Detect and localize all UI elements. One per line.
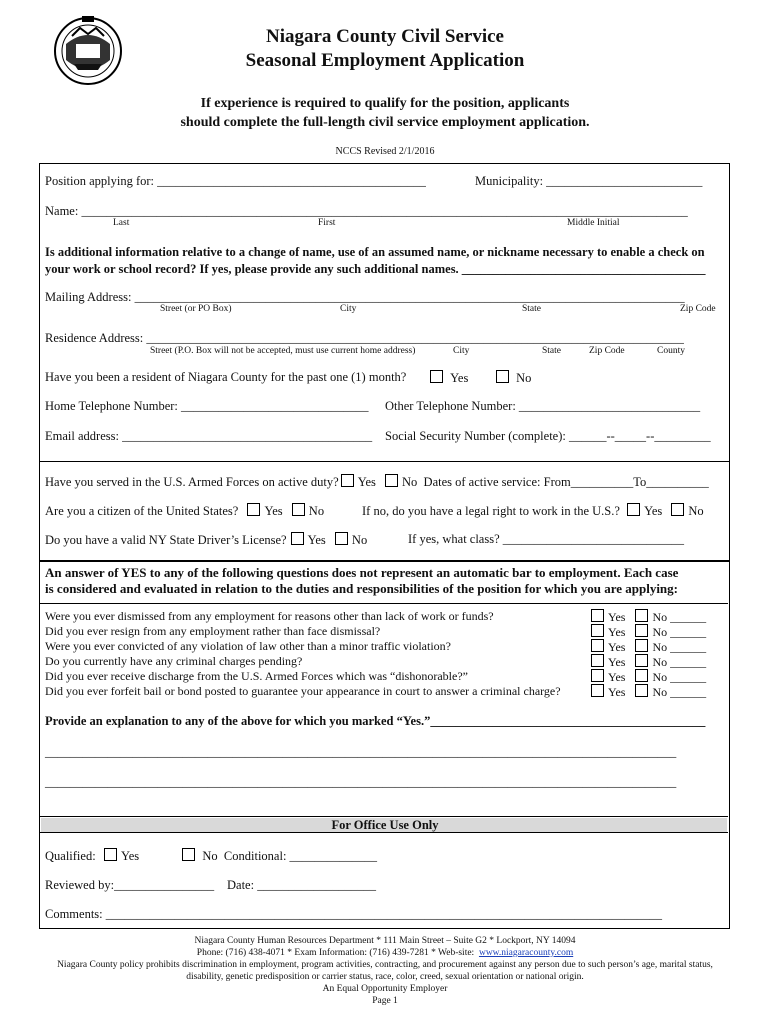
legal-right-row [362, 503, 704, 519]
question-blank[interactable]: ______ [670, 625, 707, 639]
no-label: No [652, 640, 668, 654]
website-link[interactable]: www.niagaracounty.com [478, 948, 574, 958]
qualified-no-checkbox[interactable] [182, 848, 195, 861]
mailing-address-field[interactable]: Mailing Address: ________________________________________________________________________________________ [45, 290, 685, 304]
yes-label: Yes [450, 371, 469, 385]
res-county-label: County [657, 346, 685, 356]
question-answer-options [589, 684, 706, 700]
question-no-checkbox[interactable] [635, 609, 648, 622]
no-label: No [652, 625, 668, 639]
name-last-label: Last [113, 218, 130, 228]
office-use-heading: For Office Use Only [331, 818, 439, 832]
armed-forces-question: Have you served in the U.S. Armed Forces on active duty? [45, 475, 339, 489]
license-yes-checkbox[interactable] [291, 532, 304, 545]
legal-no-checkbox[interactable] [671, 503, 684, 516]
footer-contact [0, 948, 770, 958]
no-label: No [688, 504, 704, 518]
armed-no-checkbox[interactable] [385, 474, 398, 487]
qualified-row [45, 848, 377, 864]
res-city-label: City [453, 346, 470, 356]
yes-label: Yes [120, 849, 140, 863]
municipality-field[interactable]: Municipality: _________________________ [475, 174, 703, 188]
armed-yes-checkbox[interactable] [341, 474, 354, 487]
resident-yes-option[interactable] [428, 370, 468, 386]
no-label: No [351, 533, 368, 547]
divider [40, 816, 728, 817]
revision-label: NCCS Revised 2/1/2016 [335, 146, 435, 157]
footer-address: Niagara County Human Resources Department * 111 Main Street – Suite G2 * Lockport, NY 14094 [194, 936, 576, 946]
notice-line2: should complete the full-length civil service employment application. [180, 115, 590, 130]
question-yes-checkbox[interactable] [591, 624, 604, 637]
additional-info-field[interactable]: your work or school record? If yes, please provide any such additional names. _______________________________________ [45, 262, 706, 276]
questions-intro-line2: is considered and evaluated in relation to the duties and responsibilities of the position for which you are applying: [45, 581, 678, 596]
question-answer-options [589, 639, 706, 655]
name-middle-label: Middle Initial [567, 218, 620, 228]
mailing-zip-label: Zip Code [680, 304, 716, 314]
question-text: Were you ever dismissed from any employment for reasons other than lack of work or funds? [45, 609, 494, 623]
comments-field[interactable]: Comments: _________________________________________________________________________________________ [45, 907, 663, 921]
questions-intro-line1: An answer of YES to any of the following questions does not represent an automatic bar to employment. Each case [45, 565, 679, 580]
mailing-street-label: Street (or PO Box) [160, 304, 232, 314]
resident-question-text: Have you been a resident of Niagara County for the past one (1) month? [45, 370, 407, 384]
res-state-label: State [542, 346, 561, 356]
question-yes-checkbox[interactable] [591, 609, 604, 622]
mailing-state-label: State [522, 304, 541, 314]
yes-label: Yes [608, 610, 626, 624]
license-row [45, 532, 367, 548]
yes-label: Yes [608, 655, 626, 669]
question-text: Do you currently have any criminal charges pending? [45, 654, 303, 668]
footer-policy-line2: disability, genetic predisposition or carrier status, race, color, creed, sexual orientation or national origin. [186, 972, 584, 982]
service-dates-field[interactable]: Dates of active service: From__________To__________ [423, 475, 709, 489]
armed-forces-row [45, 474, 709, 490]
question-yes-checkbox[interactable] [591, 684, 604, 697]
question-answer-options [589, 654, 706, 670]
divider [40, 603, 728, 604]
citizen-no-checkbox[interactable] [292, 503, 305, 516]
citizen-question: Are you a citizen of the United States? [45, 504, 239, 518]
home-phone-field[interactable]: Home Telephone Number: ______________________________ [45, 399, 369, 413]
qualified-label: Qualified: [45, 849, 96, 863]
resident-no-checkbox[interactable] [496, 370, 509, 383]
citizen-row [45, 503, 324, 519]
question-yes-checkbox[interactable] [591, 654, 604, 667]
explanation-line-2[interactable]: _____________________________________________________________________________________________________ [45, 775, 677, 789]
explanation-field[interactable]: Provide an explanation to any of the above for which you marked “Yes.”____________________________________________ [45, 714, 706, 728]
yes-label: Yes [264, 504, 283, 518]
question-text: Did you ever resign from any employment rather than face dismissal? [45, 624, 381, 638]
notice-line1: If experience is required to qualify for the position, applicants [200, 96, 570, 111]
question-no-checkbox[interactable] [635, 639, 648, 652]
explanation-line-1[interactable]: _____________________________________________________________________________________________________ [45, 745, 677, 759]
yes-label: Yes [644, 504, 663, 518]
license-no-checkbox[interactable] [335, 532, 348, 545]
footer-policy-line1: Niagara County policy prohibits discrimination in employment, program activities, contracting, and procurement against any person due to such person’s age, marital status, [57, 960, 713, 970]
form-title-line2: Seasonal Employment Application [245, 50, 525, 71]
email-field[interactable]: Email address: ________________________________________ [45, 429, 373, 443]
question-text: Did you ever receive discharge from the U.S. Armed Forces which was “dishonorable?” [45, 669, 468, 683]
residence-address-field[interactable]: Residence Address: ______________________________________________________________________________________ [45, 331, 684, 345]
license-class-field[interactable]: If yes, what class? _____________________________ [408, 532, 685, 546]
yes-label: Yes [608, 625, 626, 639]
yes-label: Yes [608, 670, 626, 684]
yes-label: Yes [357, 475, 376, 489]
res-street-label: Street (P.O. Box will not be accepted, must use current home address) [150, 346, 416, 356]
license-question: Do you have a valid NY State Driver’s License? [45, 533, 287, 547]
question-no-checkbox[interactable] [635, 624, 648, 637]
question-yes-checkbox[interactable] [591, 669, 604, 682]
question-no-checkbox[interactable] [635, 669, 648, 682]
footer-eoe: An Equal Opportunity Employer [322, 984, 448, 994]
review-date-field[interactable]: Date: ___________________ [227, 878, 376, 892]
question-answer-options [589, 669, 706, 685]
name-first-label: First [318, 218, 336, 228]
question-no-checkbox[interactable] [635, 654, 648, 667]
question-blank[interactable]: ______ [670, 610, 707, 624]
ssn-field[interactable]: Social Security Number (complete): ______--_____--_________ [385, 429, 711, 443]
resident-question [45, 370, 406, 385]
question-no-checkbox[interactable] [635, 684, 648, 697]
legal-yes-checkbox[interactable] [627, 503, 640, 516]
reviewed-by-field[interactable]: Reviewed by:________________ [45, 878, 215, 892]
mailing-city-label: City [340, 304, 357, 314]
other-phone-field[interactable]: Other Telephone Number: _____________________________ [385, 399, 701, 413]
conditional-field[interactable]: Conditional: ______________ [223, 849, 378, 863]
no-label: No [202, 849, 218, 863]
no-label: No [308, 504, 325, 518]
question-blank[interactable]: ______ [670, 640, 707, 654]
question-answer-options [589, 609, 706, 625]
yes-label: Yes [608, 640, 626, 654]
no-label: No [652, 655, 668, 669]
question-blank[interactable]: ______ [670, 685, 707, 699]
no-label: No [652, 670, 668, 684]
legal-right-question: If no, do you have a legal right to work in the U.S.? [362, 504, 620, 518]
name-field[interactable]: Name: _________________________________________________________________________________________________ [45, 204, 688, 218]
form-title-line1: Niagara County Civil Service [265, 26, 504, 47]
question-text: Were you ever convicted of any violation of law other than a minor traffic violation? [45, 639, 452, 653]
question-blank[interactable]: ______ [670, 670, 707, 684]
page-number: Page 1 [372, 996, 398, 1006]
position-field[interactable]: Position applying for: ___________________________________________ [45, 174, 426, 188]
qualified-yes-checkbox[interactable] [104, 848, 117, 861]
question-blank[interactable]: ______ [670, 655, 707, 669]
no-label: No [402, 475, 418, 489]
additional-info-line1: Is additional information relative to a change of name, use of an assumed name, or nickname necessary to enable a check on [45, 245, 705, 259]
no-label: No [652, 685, 668, 699]
no-label: No [652, 610, 668, 624]
footer-phone: Phone: (716) 438-4071 * Exam Information: (716) 439-7281 * Web-site: [196, 948, 475, 958]
resident-no-option[interactable] [494, 370, 531, 386]
question-answer-options [589, 624, 706, 640]
yes-label: Yes [307, 533, 326, 547]
question-text: Did you ever forfeit bail or bond posted to guarantee your appearance in court to answer a criminal charge? [45, 684, 561, 698]
res-zip-label: Zip Code [589, 346, 625, 356]
citizen-yes-checkbox[interactable] [247, 503, 260, 516]
yes-label: Yes [608, 685, 626, 699]
no-label: No [516, 371, 532, 385]
question-yes-checkbox[interactable] [591, 639, 604, 652]
resident-yes-checkbox[interactable] [430, 370, 443, 383]
